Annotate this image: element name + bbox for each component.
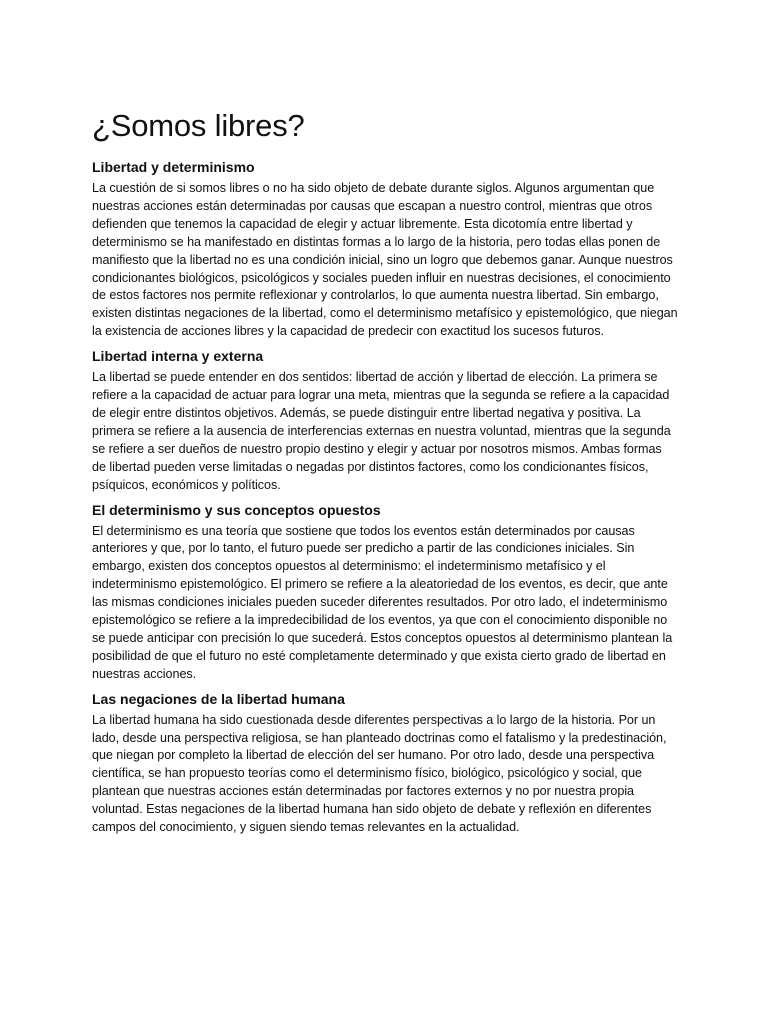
section-paragraph: La libertad se puede entender en dos sentidos: libertad de acción y libertad de elección. La primera se refiere a la capacidad de actuar para lograr una meta, mientras que la segunda se refiere a la capacidad de elegir entre distintos objetivos. Además, se puede distinguir entre libertad negativa y positiva. La primera se refiere a la ausencia de interferencias externas en nuestra voluntad, mientras que la segunda se refiere a ser dueños de nuestro propio destino y elegir y actuar por nosotros mismos. Ambas formas de libertad pueden verse limitadas o negadas por distintos factores, como los condicionantes físicos, psíquicos, económicos y políticos.	[92, 370, 671, 492]
section-libertad-determinismo	[92, 158, 678, 341]
section-libertad-interna-externa	[92, 347, 678, 494]
document-page	[92, 108, 678, 843]
section-paragraph: El determinismo es una teoría que sostiene que todos los eventos están determinados por causas anteriores y que, por lo tanto, el futuro puede ser predicho a partir de las condiciones iniciales. Sin embargo, existen dos conceptos opuestos al determinismo: el indeterminismo metafísico y el indeterminismo epistemológico. El primero se refiere a la aleatoriedad de los eventos, es decir, que ante las mismas condiciones iniciales pueden suceder diferentes resultados. Por otro lado, el indeterminismo epistemológico se refiere a la impredecibilidad de los eventos, ya que con el conocimiento disponible no se puede anticipar con precisión lo que sucederá. Estos conceptos opuestos al determinismo plantean la posibilidad de que el futuro no esté completamente determinado y que exista cierto grado de libertad en nuestras acciones.	[92, 523, 673, 681]
document-title: ¿Somos libres?	[92, 108, 305, 143]
section-heading: Libertad interna y externa	[92, 348, 264, 365]
section-negaciones-libertad	[92, 690, 678, 837]
section-heading: Las negaciones de la libertad humana	[92, 690, 345, 707]
section-paragraph: La libertad humana ha sido cuestionada desde diferentes perspectivas a lo largo de la historia. Por un lado, desde una perspectiva religiosa, se han planteado doctrinas como el fatalismo y la predestinación, que niegan por completo la libertad de elección del ser humano. Por otro lado, desde una perspectiva científica, se han propuesto teorías como el determinismo físico, biológico, psicológico y social, que plantean que nuestras acciones están determinadas por factores externos y no por nuestra propia voluntad. Estas negaciones de la libertad humana han sido objeto de debate y reflexión en diferentes campos del conocimiento, y siguen siendo temas relevantes en la actualidad.	[92, 712, 667, 835]
section-determinismo-opuestos	[92, 501, 678, 684]
section-heading: El determinismo y sus conceptos opuestos	[92, 501, 381, 518]
section-paragraph: La cuestión de si somos libres o no ha sido objeto de debate durante siglos. Algunos argumentan que nuestras acciones están determinadas por causas que escapan a nuestro control, mientras que otros defienden que tenemos la capacidad de elegir y actuar libremente. Esta dicotomía entre libertad y determinismo se ha manifestado en distintas formas a lo largo de la historia, pero todas ellas ponen de manifiesto que la libertad no es una condición inicial, sino un logro que debemos ganar. Aunque nuestros condicionantes biológicos, psicológicos y sociales pueden influir en nuestras decisiones, el conocimiento de estos factores nos permite reflexionar y controlarlos, lo que aumenta nuestra libertad. Sin embargo, existen distintas negaciones de la libertad, como el determinismo metafísico y epistemológico, que niegan la existencia de acciones libres y la capacidad de predecir con exactitud los sucesos futuros.	[92, 181, 678, 339]
section-heading: Libertad y determinismo	[92, 159, 255, 175]
